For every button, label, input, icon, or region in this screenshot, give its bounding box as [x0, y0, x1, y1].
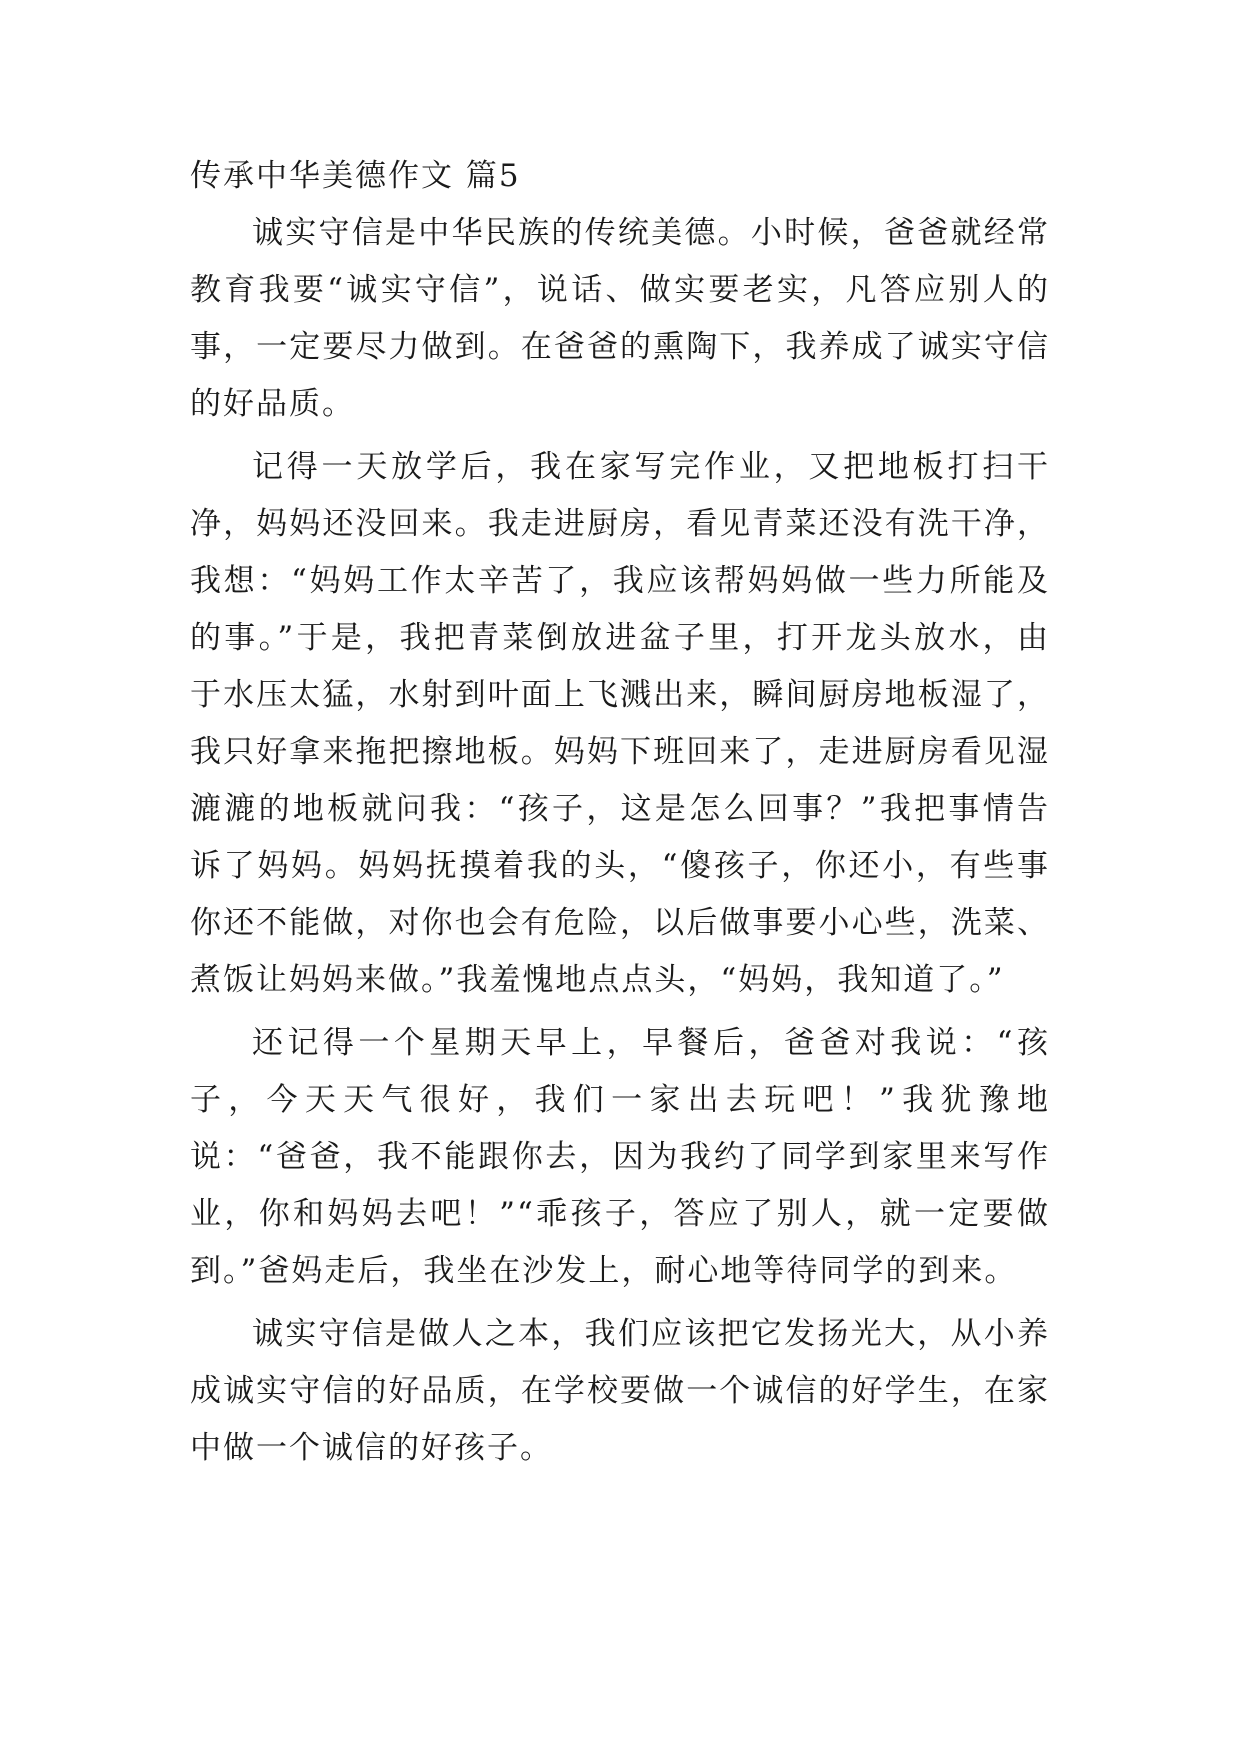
paragraph-3: 还记得一个星期天早上，早餐后，爸爸对我说：“孩子，今天天气很好，我们一家出去玩吧！”我犹豫地说：“爸爸，我不能跟你去，因为我约了同学到家里来写作业，你和妈妈去吧！”“乖孩子，答应了别人，就一定要做到。”爸妈走后，我坐在沙发上，耐心地等待同学的到来。: [190, 1025, 1050, 1289]
paragraph-4: 诚实守信是做人之本，我们应该把它发扬光大，从小养成诚实守信的好品质，在学校要做一个诚信的好学生，在家中做一个诚信的好孩子。: [190, 1316, 1050, 1466]
paragraph-2: 记得一天放学后，我在家写完作业，又把地板打扫干净，妈妈还没回来。我走进厨房，看见青菜还没有洗干净，我想：“妈妈工作太辛苦了，我应该帮妈妈做一些力所能及的事。”于是，我把青菜倒放进盆子里，打开龙头放水，由于水压太猛，水射到叶面上飞溅出来，瞬间厨房地板湿了，我只好拿来拖把擦地板。妈妈下班回来了，走进厨房看见湿漉漉的地板就问我：“孩子，这是怎么回事？”我把事情告诉了妈妈。妈妈抚摸着我的头，“傻孩子，你还小，有些事你还不能做，对你也会有危险，以后做事要小心些，洗菜、煮饭让妈妈来做。”我羞愧地点点头，“妈妈，我知道了。”: [190, 449, 1050, 998]
paragraph-1: 诚实守信是中华民族的传统美德。小时候，爸爸就经常教育我要“诚实守信”，说话、做实要老实，凡答应别人的事，一定要尽力做到。在爸爸的熏陶下，我养成了诚实守信的好品质。: [190, 215, 1050, 422]
essay-title: 传承中华美德作文 篇5: [190, 158, 521, 194]
document-body: [190, 148, 1050, 1483]
